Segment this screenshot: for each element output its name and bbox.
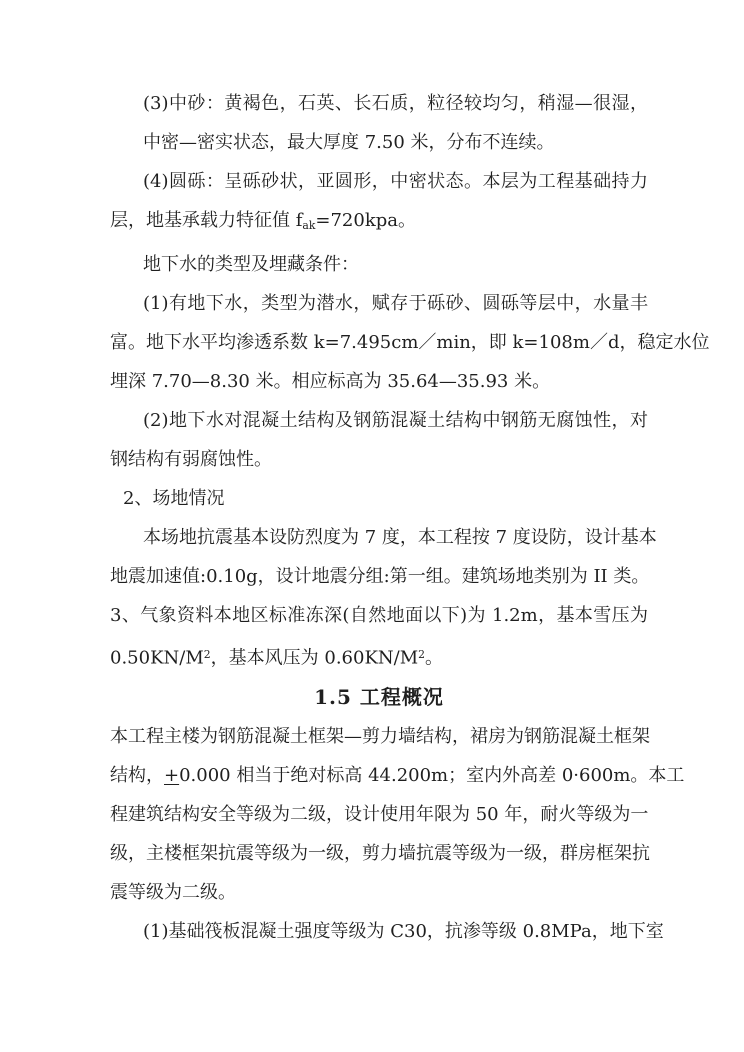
text-line xyxy=(110,795,648,834)
subscript-text: ak xyxy=(302,219,316,233)
text-line xyxy=(110,245,648,284)
text-line xyxy=(110,201,648,245)
text-line xyxy=(110,284,648,323)
text-segment: 级，主楼框架抗震等级为一级，剪力墙抗震等级为一级，群房框架抗 xyxy=(110,842,650,864)
text-line xyxy=(110,84,648,123)
text-segment: 程建筑结构安全等级为二级，设计使用年限为 50 年，耐火等级为一 xyxy=(110,803,649,825)
text-segment: 埋深 7.70—8.30 米。相应标高为 35.64—35.93 米。 xyxy=(110,371,551,393)
text-segment: 0.000 相当于绝对标高 44.200m；室内外高差 0·600m。本工 xyxy=(179,764,685,786)
text-line xyxy=(110,557,648,596)
text-segment: (1)有地下水，类型为潜水，赋存于砾砂、圆砾等层中，水量丰 xyxy=(143,293,648,315)
document-content xyxy=(110,84,710,951)
text-line xyxy=(110,635,648,677)
text-line xyxy=(110,756,685,795)
text-segment: (4)圆砾：呈砾砂状，亚圆形，中密状态。本层为工程基础持力 xyxy=(143,171,648,192)
section-heading xyxy=(110,678,648,717)
text-line xyxy=(110,362,648,401)
underlined-plus-text: + xyxy=(164,764,180,786)
text-segment: 中密—密实状态，最大厚度 7.50 米，分布不连续。 xyxy=(143,132,555,153)
text-segment: (3)中砂：黄褐色，石英、长石质，粒径较均匀，稍湿—很湿， xyxy=(143,93,648,114)
text-segment: 结构， xyxy=(110,764,164,786)
text-line xyxy=(110,834,648,873)
heading-text: 1.5 工程概况 xyxy=(314,684,444,709)
text-segment: 地下水的类型及埋藏条件： xyxy=(143,254,359,276)
text-segment: 0.50KN/M xyxy=(110,647,204,669)
text-segment: 本工程主楼为钢筋混凝土框架—剪力墙结构，裙房为钢筋混凝土框架 xyxy=(110,725,650,747)
text-segment: (2)地下水对混凝土结构及钢筋混凝土结构中钢筋无腐蚀性，对 xyxy=(143,410,648,432)
text-line xyxy=(110,596,648,635)
text-line xyxy=(110,873,648,912)
superscript-text: 2 xyxy=(418,648,426,662)
text-line xyxy=(110,717,648,756)
text-segment: 富。地下水平均渗透系数 k=7.495cm／min，即 k=108m／d，稳定水位 xyxy=(110,332,710,354)
text-line xyxy=(110,479,648,518)
text-segment: 地震加速值:0.10g，设计地震分组:第一组。建筑场地类别为 II 类。 xyxy=(110,566,650,588)
text-line xyxy=(110,123,648,162)
text-segment: 3、气象资料本地区标准冻深(自然地面以下)为 1.2m，基本雪压为 xyxy=(110,605,648,627)
text-line xyxy=(110,440,648,479)
text-segment: (1)基础筏板混凝土强度等级为 C30，抗渗等级 0.8MPa，地下室 xyxy=(143,920,664,942)
text-segment: 本场地抗震基本设防烈度为 7 度，本工程按 7 度设防，设计基本 xyxy=(143,527,657,549)
text-segment: 震等级为二级。 xyxy=(110,881,236,903)
text-segment: 2、场地情况 xyxy=(123,488,225,510)
text-line xyxy=(110,912,664,951)
text-segment: 。 xyxy=(425,647,444,669)
text-line xyxy=(110,162,648,201)
superscript-text: 2 xyxy=(203,648,211,662)
text-line xyxy=(110,518,657,557)
text-line xyxy=(110,323,710,362)
text-segment: ，基本风压为 0.60KN/M xyxy=(210,647,419,669)
text-segment: 钢结构有弱腐蚀性。 xyxy=(110,449,272,471)
text-segment: 层，地基承载力特征值 f xyxy=(110,210,303,231)
text-line xyxy=(110,401,648,440)
text-segment: =720kpa。 xyxy=(315,210,416,231)
